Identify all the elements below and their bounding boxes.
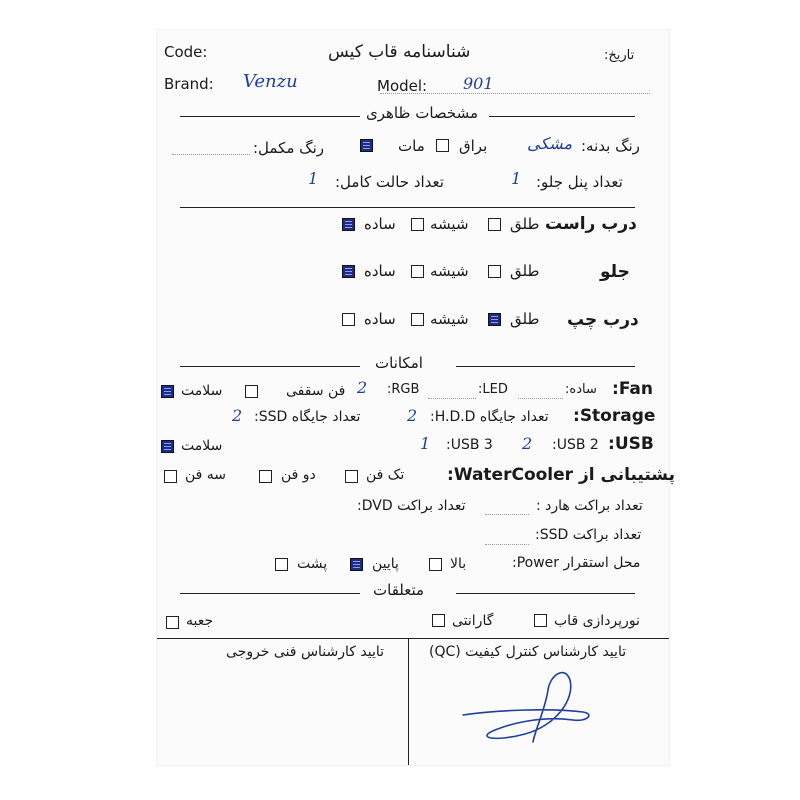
usb3-label: USB 3: bbox=[446, 437, 493, 453]
usb-label: USB: bbox=[608, 434, 654, 454]
left-door-glass-checkbox[interactable] bbox=[411, 313, 424, 326]
ssd-count-label: تعداد جایگاه SSD: bbox=[254, 409, 361, 425]
divider bbox=[180, 366, 360, 367]
glossy-label: براق bbox=[459, 137, 488, 155]
usb2-handwritten-value: 2 bbox=[522, 434, 533, 453]
fan-simple-label: ساده: bbox=[565, 382, 597, 397]
divider bbox=[180, 207, 635, 208]
front-plain-checkbox[interactable] bbox=[342, 265, 355, 278]
left-door-label: درب چپ bbox=[567, 310, 639, 330]
matte-label: مات bbox=[398, 137, 425, 155]
fan-led-label: LED: bbox=[478, 382, 508, 397]
body-color-handwritten-value: مشکی bbox=[527, 134, 573, 153]
qc-signature bbox=[455, 660, 605, 750]
divider bbox=[489, 116, 635, 117]
fan-healthy-checkbox[interactable] bbox=[161, 385, 174, 398]
usb-healthy-checkbox[interactable] bbox=[161, 440, 174, 453]
ssd-bracket-dotted-line bbox=[485, 544, 529, 545]
left-door-talq: طلق bbox=[510, 310, 540, 328]
fan-healthy-label: سلامت bbox=[181, 383, 223, 399]
model-handwritten-value: 901 bbox=[463, 74, 494, 93]
fan-rgb-handwritten-value: 2 bbox=[357, 378, 368, 397]
hdd-count-label: تعداد جایگاه H.D.D: bbox=[430, 409, 549, 425]
fan-label: Fan: bbox=[612, 379, 654, 399]
date-label: تاریخ: bbox=[604, 48, 635, 63]
accent-color-dotted-line bbox=[172, 154, 250, 155]
hdd-bracket-label: تعداد براکت هارد : bbox=[536, 498, 643, 514]
front-plain: ساده bbox=[364, 262, 396, 280]
left-door-glass: شیشه bbox=[430, 310, 469, 328]
right-door-glass-checkbox[interactable] bbox=[411, 218, 424, 231]
right-door-plain: ساده bbox=[364, 215, 396, 233]
power-back-label: پشت bbox=[297, 556, 328, 572]
hdd-bracket-dotted-line bbox=[485, 514, 529, 515]
front-talq: طلق bbox=[510, 262, 540, 280]
approval-divider bbox=[408, 638, 409, 765]
model-label: Model: bbox=[377, 77, 428, 95]
front-glass: شیشه bbox=[430, 262, 469, 280]
hdd-handwritten-value: 2 bbox=[407, 406, 418, 425]
full-states-handwritten-value: 1 bbox=[308, 169, 319, 188]
ssd-bracket-label: تعداد براکت SSD: bbox=[535, 527, 642, 543]
front-glass-checkbox[interactable] bbox=[411, 265, 424, 278]
accent-color-label: رنگ مکمل: bbox=[253, 139, 325, 157]
case-lighting-label: نورپردازی قاب bbox=[554, 613, 640, 629]
matte-checkbox[interactable] bbox=[360, 139, 373, 152]
one-fan-label: تک فن bbox=[366, 467, 405, 483]
approval-top-border bbox=[157, 638, 669, 639]
brand-handwritten-value: Venzu bbox=[243, 71, 298, 92]
right-door-talq-checkbox[interactable] bbox=[488, 218, 501, 231]
front-panels-label: تعداد پنل جلو: bbox=[536, 173, 623, 191]
power-bottom-checkbox[interactable] bbox=[350, 558, 363, 571]
three-fan-checkbox[interactable] bbox=[164, 470, 177, 483]
divider bbox=[456, 366, 635, 367]
power-top-checkbox[interactable] bbox=[429, 558, 442, 571]
fan-simple-dotted-line bbox=[518, 398, 563, 399]
usb3-handwritten-value: 1 bbox=[420, 434, 431, 453]
left-door-talq-checkbox[interactable] bbox=[488, 313, 501, 326]
warranty-checkbox[interactable] bbox=[432, 614, 445, 627]
ceiling-fan-checkbox[interactable] bbox=[245, 385, 258, 398]
fan-rgb-label: RGB: bbox=[387, 382, 420, 397]
right-door-plain-checkbox[interactable] bbox=[342, 218, 355, 231]
right-door-label: درب راست bbox=[545, 214, 637, 234]
left-door-plain: ساده bbox=[364, 310, 396, 328]
power-location-label: محل استقرار Power: bbox=[512, 555, 641, 571]
warranty-label: گارانتی bbox=[452, 613, 494, 629]
left-door-plain-checkbox[interactable] bbox=[342, 313, 355, 326]
three-fan-label: سه فن bbox=[185, 467, 227, 483]
usb2-label: USB 2: bbox=[552, 437, 599, 453]
power-back-checkbox[interactable] bbox=[275, 558, 288, 571]
section-title-appearance: مشخصات ظاهری bbox=[366, 104, 479, 122]
watercooler-label: پشتیبانی از WaterCooler: bbox=[447, 465, 675, 485]
glossy-checkbox[interactable] bbox=[436, 139, 449, 152]
front-talq-checkbox[interactable] bbox=[488, 265, 501, 278]
divider bbox=[180, 116, 360, 117]
two-fan-checkbox[interactable] bbox=[259, 470, 272, 483]
section-title-accessories: متعلقات bbox=[373, 581, 425, 599]
power-bottom-label: پایین bbox=[372, 556, 399, 572]
qc-approval-label: تایید کارشناس کنترل کیفیت (QC) bbox=[429, 644, 627, 660]
dvd-bracket-label: تعداد براکت DVD: bbox=[357, 498, 466, 514]
power-top-label: بالا bbox=[450, 556, 467, 572]
usb-healthy-label: سلامت bbox=[181, 438, 223, 454]
full-states-label: تعداد حالت کامل: bbox=[335, 173, 444, 191]
form-title: شناسنامه قاب کیس bbox=[328, 42, 471, 62]
right-door-glass: شیشه bbox=[430, 215, 469, 233]
code-label: Code: bbox=[164, 43, 208, 61]
one-fan-checkbox[interactable] bbox=[345, 470, 358, 483]
tech-approval-label: تایید کارشناس فنی خروجی bbox=[226, 644, 385, 660]
box-label: جعبه bbox=[186, 613, 214, 629]
right-door-talq: طلق bbox=[510, 215, 540, 233]
case-lighting-checkbox[interactable] bbox=[534, 614, 547, 627]
front-panels-handwritten-value: 1 bbox=[511, 169, 522, 188]
fan-led-dotted-line bbox=[428, 398, 476, 399]
divider bbox=[180, 593, 360, 594]
body-color-label: رنگ بدنه: bbox=[581, 137, 640, 155]
ceiling-fan-label: فن سقفی bbox=[286, 383, 346, 399]
section-title-features: امکانات bbox=[375, 354, 423, 372]
brand-label: Brand: bbox=[164, 75, 214, 93]
box-checkbox[interactable] bbox=[166, 616, 179, 629]
divider bbox=[456, 593, 635, 594]
storage-label: Storage: bbox=[573, 406, 656, 426]
two-fan-label: دو فن bbox=[281, 467, 316, 483]
ssd-handwritten-value: 2 bbox=[232, 406, 243, 425]
front-label: جلو bbox=[600, 262, 630, 282]
